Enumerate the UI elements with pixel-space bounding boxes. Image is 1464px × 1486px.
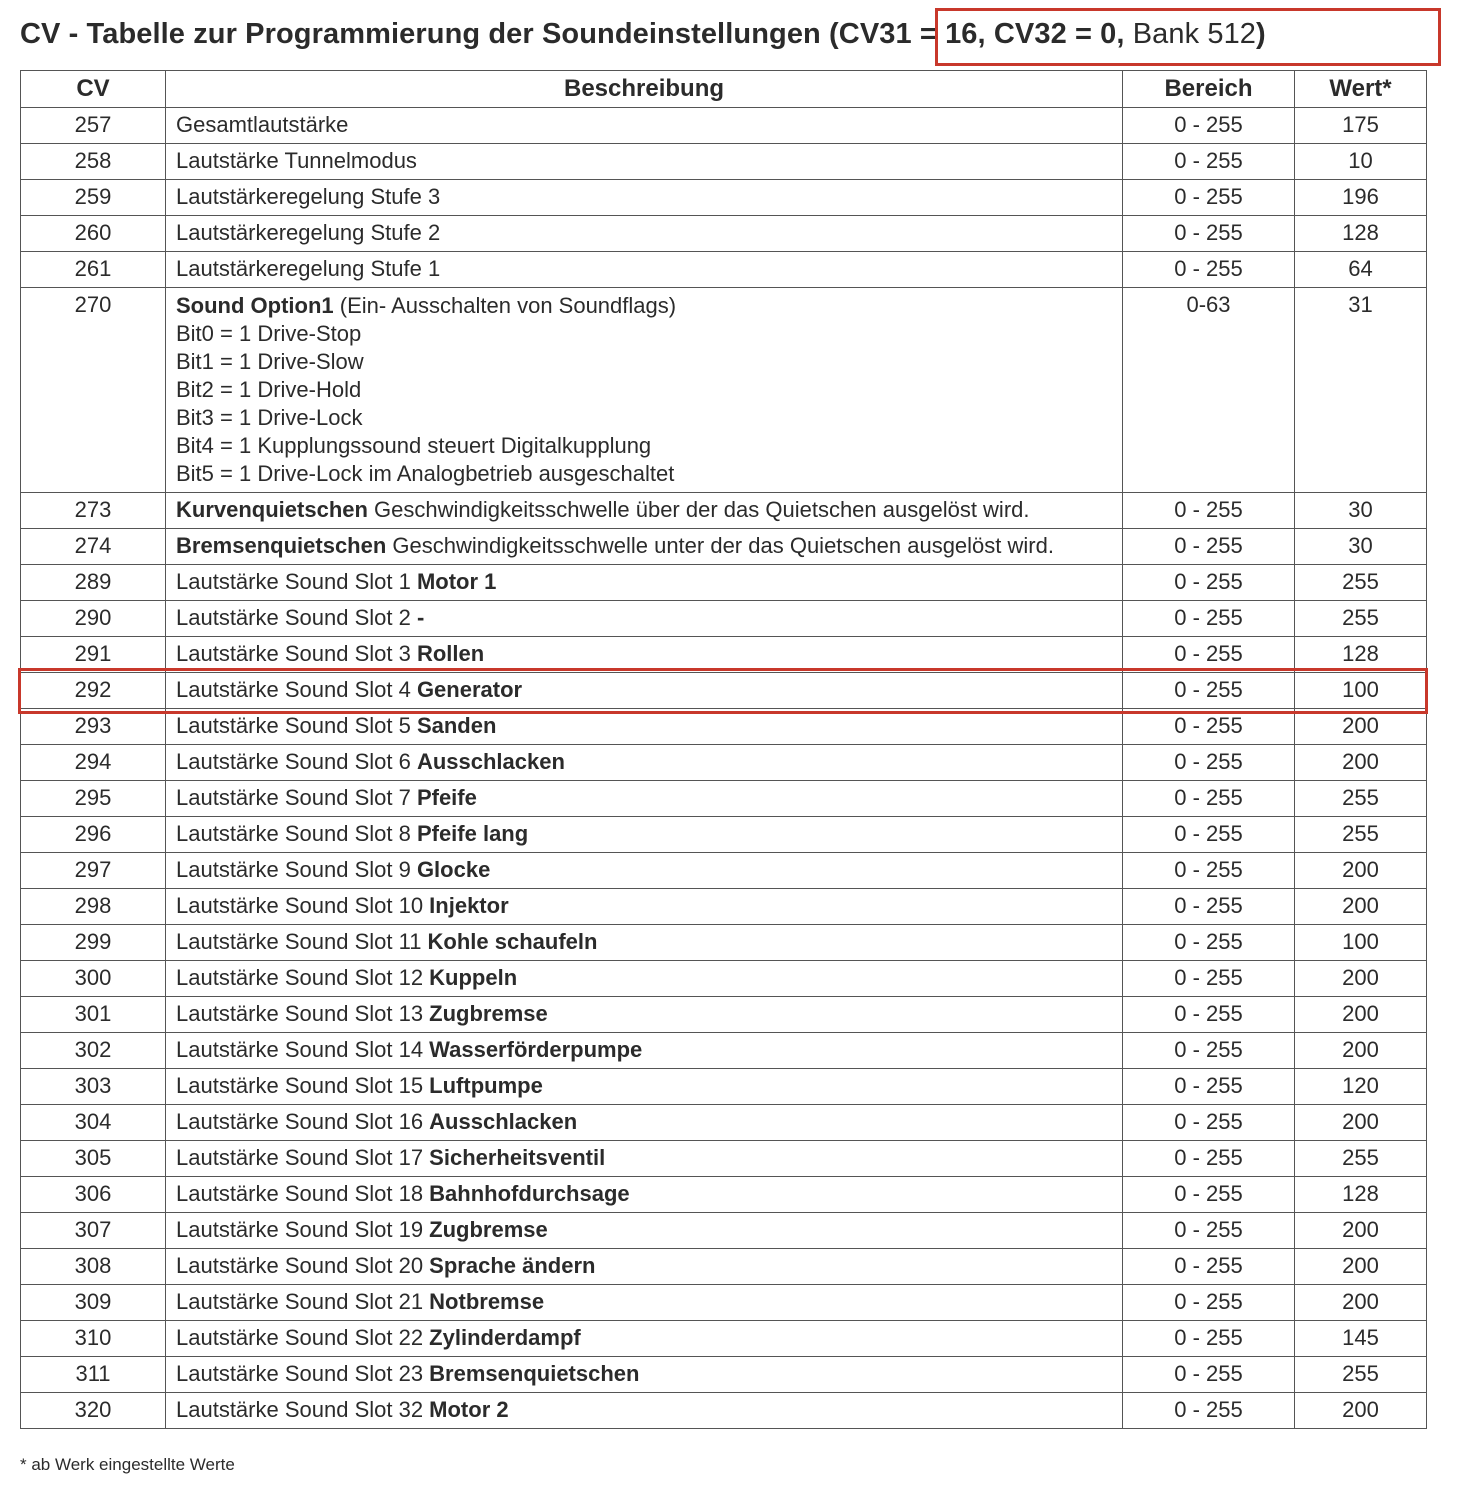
table-row	[21, 1249, 1427, 1285]
description-line	[176, 1217, 1122, 1243]
description-text: Lautstärke Sound Slot 18	[176, 1181, 430, 1206]
cv-cell: 320	[21, 1393, 166, 1429]
sound-slot-name: Bahnhofdurchsage	[429, 1181, 630, 1206]
description-cell	[166, 108, 1123, 144]
value-cell: 200	[1295, 1249, 1427, 1285]
description-cell	[166, 961, 1123, 997]
range-cell: 0 - 255	[1123, 1249, 1295, 1285]
table-row	[21, 925, 1427, 961]
description-text: Lautstärke Sound Slot 19	[176, 1217, 430, 1242]
sound-slot-name: Zugbremse	[429, 1217, 548, 1242]
description-line	[176, 605, 1122, 631]
cv-cell: 295	[21, 781, 166, 817]
description-line	[176, 965, 1122, 991]
bit-item: Bit5 = 1 Drive-Lock im Analogbetrieb ausgeschaltet	[176, 461, 675, 486]
description-line	[176, 929, 1122, 955]
description-text: Lautstärke Sound Slot 22	[176, 1325, 430, 1350]
description-text: Lautstärkeregelung Stufe 2	[176, 220, 441, 245]
description-cell	[166, 925, 1123, 961]
description-text: Lautstärke Sound Slot 17	[176, 1145, 430, 1170]
description-cell	[166, 216, 1123, 252]
bit-item: Bit4 = 1 Kupplungssound steuert Digitalkupplung	[176, 433, 652, 458]
range-cell: 0 - 255	[1123, 1069, 1295, 1105]
title-highlight-close: )	[1256, 18, 1266, 50]
description-line	[176, 713, 1122, 739]
value-cell: 255	[1295, 781, 1427, 817]
range-cell: 0 - 255	[1123, 1033, 1295, 1069]
cv-cell: 294	[21, 745, 166, 781]
description-text: Lautstärke Sound Slot 9	[176, 857, 417, 882]
description-cell	[166, 1105, 1123, 1141]
cv-cell: 291	[21, 637, 166, 673]
cv-cell: 307	[21, 1213, 166, 1249]
range-cell: 0-63	[1123, 288, 1295, 493]
title-highlight-normal: Bank 512	[1124, 18, 1257, 50]
description-text: Lautstärke Sound Slot 2	[176, 605, 417, 630]
description-cell	[166, 817, 1123, 853]
cv-table	[20, 70, 1427, 1429]
value-cell: 128	[1295, 637, 1427, 673]
sound-slot-name: Motor 1	[416, 569, 497, 594]
header-range: Bereich	[1123, 71, 1295, 108]
cv-cell: 309	[21, 1285, 166, 1321]
description-cell	[166, 1285, 1123, 1321]
description-text: Lautstärke Sound Slot 12	[176, 965, 430, 990]
table-row	[21, 781, 1427, 817]
range-cell: 0 - 255	[1123, 493, 1295, 529]
sound-slot-name: Motor 2	[429, 1397, 509, 1422]
description-line	[176, 641, 1122, 667]
range-cell: 0 - 255	[1123, 216, 1295, 252]
description-line	[176, 749, 1122, 775]
range-cell: 0 - 255	[1123, 1177, 1295, 1213]
footnote: * ab Werk eingestellte Werte	[20, 1455, 235, 1474]
table-header-row	[21, 71, 1427, 108]
value-cell: 128	[1295, 216, 1427, 252]
value-cell: 255	[1295, 601, 1427, 637]
bit-item: Bit1 = 1 Drive-Slow	[176, 349, 364, 374]
sound-slot-name: Ausschlacken	[416, 749, 565, 774]
table-row	[21, 1321, 1427, 1357]
description-line	[176, 292, 1122, 320]
table-row	[21, 1393, 1427, 1429]
cv-cell: 261	[21, 252, 166, 288]
cv-cell: 289	[21, 565, 166, 601]
bit-list	[176, 320, 1122, 488]
cv-cell: 274	[21, 529, 166, 565]
description-line	[176, 1253, 1122, 1279]
description-line	[176, 1181, 1122, 1207]
value-cell: 175	[1295, 108, 1427, 144]
description-cell	[166, 997, 1123, 1033]
value-cell: 145	[1295, 1321, 1427, 1357]
value-cell: 100	[1295, 673, 1427, 709]
description-text: Lautstärke Sound Slot 13	[176, 1001, 430, 1026]
description-text: Lautstärke Sound Slot 32	[176, 1397, 430, 1422]
value-cell: 196	[1295, 180, 1427, 216]
description-text: Geschwindigkeitsschwelle über der das Quietschen ausgelöst wird.	[367, 497, 1030, 522]
table-row	[21, 1141, 1427, 1177]
description-cell	[166, 565, 1123, 601]
sound-slot-name: Glocke	[416, 857, 491, 882]
value-cell: 200	[1295, 889, 1427, 925]
description-bold: Kurvenquietschen	[176, 497, 368, 522]
description-line	[176, 220, 1122, 246]
description-text: Lautstärke Sound Slot 1	[176, 569, 417, 594]
sound-slot-name: Ausschlacken	[429, 1109, 578, 1134]
sound-slot-name: Sprache ändern	[429, 1253, 596, 1278]
range-cell: 0 - 255	[1123, 144, 1295, 180]
description-cell	[166, 1141, 1123, 1177]
cv-cell: 306	[21, 1177, 166, 1213]
description-cell	[166, 1393, 1123, 1429]
description-cell	[166, 1069, 1123, 1105]
range-cell: 0 - 255	[1123, 997, 1295, 1033]
value-cell: 128	[1295, 1177, 1427, 1213]
table-row	[21, 180, 1427, 216]
cv-cell: 260	[21, 216, 166, 252]
description-cell	[166, 144, 1123, 180]
value-cell: 200	[1295, 1393, 1427, 1429]
range-cell: 0 - 255	[1123, 1285, 1295, 1321]
description-line	[176, 148, 1122, 174]
bit-item: Bit3 = 1 Drive-Lock	[176, 405, 363, 430]
description-line	[176, 893, 1122, 919]
table-row	[21, 565, 1427, 601]
value-cell: 100	[1295, 925, 1427, 961]
range-cell: 0 - 255	[1123, 853, 1295, 889]
sound-slot-name: Wasserförderpumpe	[429, 1037, 643, 1062]
table-row	[21, 1177, 1427, 1213]
table-row	[21, 997, 1427, 1033]
cv-cell: 270	[21, 288, 166, 493]
table-row	[21, 216, 1427, 252]
description-text: Lautstärke Sound Slot 3	[176, 641, 417, 666]
header-cv: CV	[21, 71, 166, 108]
description-text: Lautstärke Sound Slot 14	[176, 1037, 430, 1062]
table-row	[21, 288, 1427, 493]
cv-cell: 308	[21, 1249, 166, 1285]
value-cell: 200	[1295, 997, 1427, 1033]
sound-slot-name: -	[416, 605, 425, 630]
description-cell	[166, 601, 1123, 637]
range-cell: 0 - 255	[1123, 565, 1295, 601]
cv-cell: 257	[21, 108, 166, 144]
description-cell	[166, 1033, 1123, 1069]
cv-cell: 310	[21, 1321, 166, 1357]
range-cell: 0 - 255	[1123, 1321, 1295, 1357]
range-cell: 0 - 255	[1123, 601, 1295, 637]
cv-cell: 304	[21, 1105, 166, 1141]
description-cell	[166, 288, 1123, 493]
sound-slot-name: Bremsenquietschen	[429, 1361, 640, 1386]
description-text: (Ein- Ausschalten von Soundflags)	[333, 293, 677, 318]
table-row	[21, 817, 1427, 853]
description-line	[176, 497, 1122, 523]
description-line	[176, 1145, 1122, 1171]
description-line	[176, 785, 1122, 811]
sound-slot-name: Pfeife lang	[416, 821, 529, 846]
value-cell: 200	[1295, 709, 1427, 745]
value-cell: 10	[1295, 144, 1427, 180]
range-cell: 0 - 255	[1123, 108, 1295, 144]
range-cell: 0 - 255	[1123, 925, 1295, 961]
cv-cell: 300	[21, 961, 166, 997]
range-cell: 0 - 255	[1123, 889, 1295, 925]
table-row	[21, 493, 1427, 529]
value-cell: 200	[1295, 745, 1427, 781]
description-text: Gesamtlautstärke	[176, 112, 349, 137]
range-cell: 0 - 255	[1123, 180, 1295, 216]
description-text: Lautstärkeregelung Stufe 3	[176, 184, 441, 209]
value-cell: 200	[1295, 1285, 1427, 1321]
range-cell: 0 - 255	[1123, 745, 1295, 781]
cv-cell: 299	[21, 925, 166, 961]
range-cell: 0 - 255	[1123, 1357, 1295, 1393]
sound-slot-name: Sanden	[416, 713, 497, 738]
description-cell	[166, 745, 1123, 781]
description-text: Lautstärke Tunnelmodus	[176, 148, 417, 173]
sound-slot-name: Zylinderdampf	[429, 1325, 581, 1350]
description-text: Lautstärke Sound Slot 10	[176, 893, 430, 918]
cv-cell: 305	[21, 1141, 166, 1177]
sound-slot-name: Zugbremse	[429, 1001, 548, 1026]
description-cell	[166, 529, 1123, 565]
description-text: Lautstärke Sound Slot 4	[176, 677, 417, 702]
table-body	[21, 108, 1427, 1429]
table-row	[21, 1213, 1427, 1249]
description-line	[176, 569, 1122, 595]
description-bold: Bremsenquietschen	[176, 533, 387, 558]
description-text: Lautstärke Sound Slot 7	[176, 785, 417, 810]
description-cell	[166, 1249, 1123, 1285]
description-cell	[166, 1177, 1123, 1213]
description-cell	[166, 180, 1123, 216]
sound-slot-name: Kohle schaufeln	[427, 929, 598, 954]
description-cell	[166, 781, 1123, 817]
value-cell: 200	[1295, 1105, 1427, 1141]
cv-cell: 273	[21, 493, 166, 529]
description-cell	[166, 853, 1123, 889]
description-line	[176, 1109, 1122, 1135]
range-cell: 0 - 255	[1123, 817, 1295, 853]
table-row	[21, 144, 1427, 180]
value-cell: 64	[1295, 252, 1427, 288]
cv-cell: 293	[21, 709, 166, 745]
table-row	[21, 1105, 1427, 1141]
table-row	[21, 1033, 1427, 1069]
table-row	[21, 961, 1427, 997]
table-row	[21, 889, 1427, 925]
value-cell: 120	[1295, 1069, 1427, 1105]
description-line	[176, 112, 1122, 138]
description-text: Lautstärke Sound Slot 15	[176, 1073, 430, 1098]
description-line	[176, 256, 1122, 282]
description-text: Lautstärkeregelung Stufe 1	[176, 256, 441, 281]
description-line	[176, 1001, 1122, 1027]
header-value: Wert*	[1295, 71, 1427, 108]
range-cell: 0 - 255	[1123, 781, 1295, 817]
sound-slot-name: Luftpumpe	[429, 1073, 543, 1098]
table-row	[21, 1285, 1427, 1321]
table-row	[21, 529, 1427, 565]
value-cell: 200	[1295, 1213, 1427, 1249]
range-cell: 0 - 255	[1123, 252, 1295, 288]
range-cell: 0 - 255	[1123, 529, 1295, 565]
description-cell	[166, 252, 1123, 288]
table-row	[21, 853, 1427, 889]
sound-slot-name: Injektor	[429, 893, 509, 918]
table-row	[21, 601, 1427, 637]
value-cell: 255	[1295, 1141, 1427, 1177]
description-bold: Sound Option1	[176, 293, 334, 318]
sound-slot-name: Kuppeln	[429, 965, 518, 990]
sound-slot-name: Sicherheitsventil	[429, 1145, 606, 1170]
description-cell	[166, 889, 1123, 925]
title-highlight-box	[935, 8, 1441, 66]
value-cell: 30	[1295, 529, 1427, 565]
range-cell: 0 - 255	[1123, 709, 1295, 745]
description-line	[176, 857, 1122, 883]
range-cell: 0 - 255	[1123, 637, 1295, 673]
value-cell: 200	[1295, 1033, 1427, 1069]
cv-cell: 259	[21, 180, 166, 216]
cv-cell: 302	[21, 1033, 166, 1069]
range-cell: 0 - 255	[1123, 1393, 1295, 1429]
cv-cell: 311	[21, 1357, 166, 1393]
range-cell: 0 - 255	[1123, 1141, 1295, 1177]
title-main: CV - Tabelle zur Programmierung der Soundeinstellungen	[20, 18, 830, 50]
description-text: Lautstärke Sound Slot 16	[176, 1109, 430, 1134]
value-cell: 200	[1295, 961, 1427, 997]
table-row	[21, 1069, 1427, 1105]
header-description: Beschreibung	[166, 71, 1123, 108]
description-text: Geschwindigkeitsschwelle unter der das Quietschen ausgelöst wird.	[386, 533, 1054, 558]
description-line	[176, 1325, 1122, 1351]
row-highlight-box	[18, 668, 1428, 714]
description-line	[176, 1037, 1122, 1063]
value-cell: 30	[1295, 493, 1427, 529]
value-cell: 200	[1295, 853, 1427, 889]
value-cell: 255	[1295, 817, 1427, 853]
description-line	[176, 821, 1122, 847]
cv-cell: 296	[21, 817, 166, 853]
description-line	[176, 1361, 1122, 1387]
description-text: Lautstärke Sound Slot 6	[176, 749, 417, 774]
value-cell: 255	[1295, 1357, 1427, 1393]
cv-cell: 297	[21, 853, 166, 889]
description-cell	[166, 493, 1123, 529]
description-line	[176, 1397, 1122, 1423]
description-text: Lautstärke Sound Slot 21	[176, 1289, 430, 1314]
range-cell: 0 - 255	[1123, 1213, 1295, 1249]
table-row	[21, 1357, 1427, 1393]
description-cell	[166, 1213, 1123, 1249]
description-line	[176, 533, 1122, 559]
range-cell: 0 - 255	[1123, 1105, 1295, 1141]
cv-cell: 301	[21, 997, 166, 1033]
sound-slot-name: Notbremse	[429, 1289, 545, 1314]
cv-cell: 298	[21, 889, 166, 925]
range-cell: 0 - 255	[1123, 961, 1295, 997]
range-cell: 0 - 255	[1123, 673, 1295, 709]
sound-slot-name: Rollen	[416, 641, 485, 666]
description-text: Lautstärke Sound Slot 23	[176, 1361, 430, 1386]
description-text: Lautstärke Sound Slot 11	[176, 929, 428, 954]
description-text: Lautstärke Sound Slot 8	[176, 821, 417, 846]
table-row	[21, 745, 1427, 781]
description-cell	[166, 1357, 1123, 1393]
sound-slot-name: Generator	[416, 677, 523, 702]
sound-slot-name: Pfeife	[416, 785, 477, 810]
bit-item: Bit0 = 1 Drive-Stop	[176, 321, 362, 346]
table-row	[21, 252, 1427, 288]
table-row	[21, 108, 1427, 144]
bit-item: Bit2 = 1 Drive-Hold	[176, 377, 362, 402]
description-line	[176, 184, 1122, 210]
description-cell	[166, 1321, 1123, 1357]
cv-cell: 292	[21, 673, 166, 709]
cv-cell: 303	[21, 1069, 166, 1105]
description-text: Lautstärke Sound Slot 5	[176, 713, 417, 738]
value-cell: 255	[1295, 565, 1427, 601]
description-line	[176, 1073, 1122, 1099]
value-cell: 31	[1295, 288, 1427, 493]
description-text: Lautstärke Sound Slot 20	[176, 1253, 430, 1278]
title-highlight-bold: (CV31 = 16, CV32 = 0,	[829, 18, 1125, 50]
cv-cell: 258	[21, 144, 166, 180]
cv-cell: 290	[21, 601, 166, 637]
description-line	[176, 1289, 1122, 1315]
